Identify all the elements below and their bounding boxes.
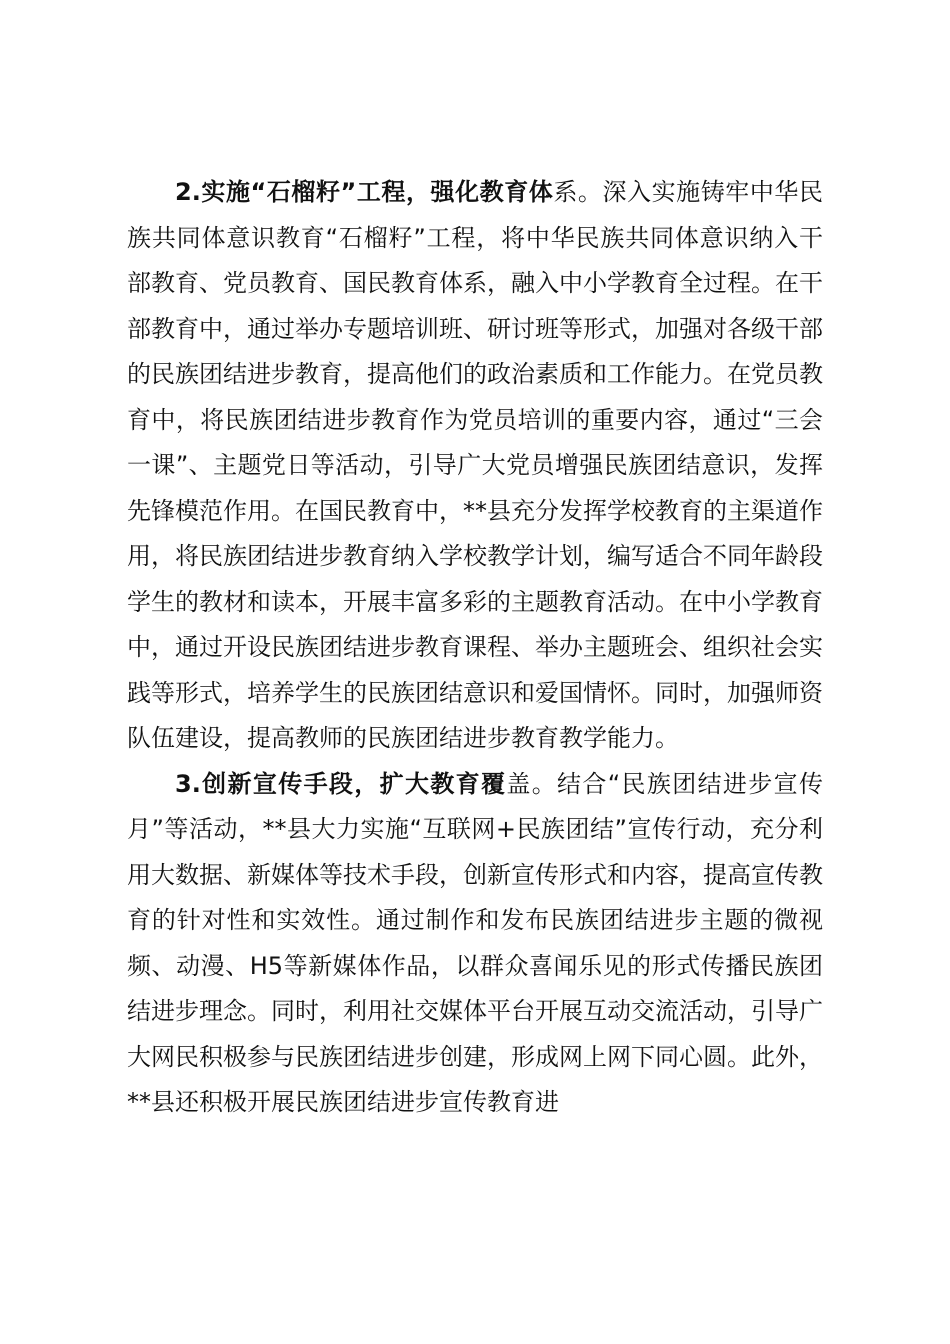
document-body [127,170,823,1126]
paragraph-publicity-innovation [127,762,823,1126]
paragraph-text: 系。深入实施铸牢中华民族共同体意识教育“石榴籽”工程，将中华民族共同体意识纳入干部教育、党员教育、国民教育体系，融入中小学教育全过程。在干部教育中，通过举办专题培训班、研讨班等形式，加强对各级干部的民族团结进步教育，提高他们的政治素质和工作能力。在党员教育中，将民族团结进步教育作为党员培训的重要内容，通过“三会一课”、主题党日等活动，引导广大党员增强民族团结意识，发挥先锋模范作用。在国民教育中，**县充分发挥学校教育的主渠道作用，将民族团结进步教育纳入学校教学计划，编写适合不同年龄段学生的教材和读本，开展丰富多彩的主题教育活动。在中小学教育中，通过开设民族团结进步教育课程、举办主题班会、组织社会实践等形式，培养学生的民族团结意识和爱国情怀。同时，加强师资队伍建设，提高教师的民族团结进步教育教学能力。 [127,178,823,752]
paragraph-heading: 3.创新宣传手段，扩大教育覆 [175,769,507,798]
paragraph-heading: 2.实施“石榴籽”工程，强化教育体 [175,178,554,206]
paragraph-shiliuzi-project [127,170,823,762]
paragraph-text: 盖。结合“民族团结进步宣传月”等活动，**县大力实施“互联网+民族团结”宣传行动，充分利用大数据、新媒体等技术手段，创新宣传形式和内容，提高宣传教育的针对性和实效性。通过制作和发布民族团结进步主题的微视频、动漫、H5等新媒体作品，以群众喜闻乐见的形式传播民族团结进步理念。同时，利用社交媒体平台开展互动交流活动，引导广大网民积极参与民族团结进步创建，形成网上网下同心圆。此外，**县还积极开展民族团结进步宣传教育进 [127,769,823,1116]
